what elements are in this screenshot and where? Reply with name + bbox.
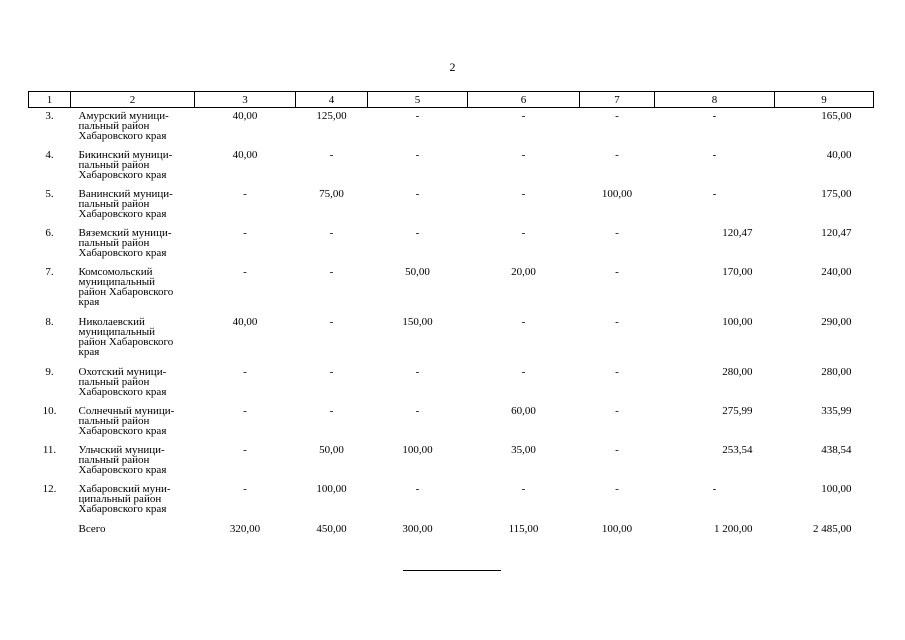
district-name-line: Хабаровского края bbox=[78, 502, 167, 515]
value-cell-c7: - bbox=[615, 482, 619, 495]
district-name-line: Хабаровского края bbox=[78, 463, 167, 476]
row-number: 9. bbox=[45, 365, 54, 378]
district-name-line: края bbox=[78, 295, 100, 308]
value-cell-c4: - bbox=[329, 226, 334, 239]
district-name-line: пальный район bbox=[78, 375, 150, 388]
value-cell-c9: 165,00 bbox=[821, 110, 852, 122]
header-row bbox=[29, 92, 874, 108]
value-cell-c8: 120,47 bbox=[722, 226, 753, 239]
value-cell-c8: - bbox=[712, 187, 717, 200]
row-number: 7. bbox=[45, 265, 54, 278]
value-cell-c4: 125,00 bbox=[316, 110, 347, 122]
header-cell-3: 3 bbox=[195, 92, 296, 108]
table-body bbox=[29, 108, 874, 520]
value-cell-c7: - bbox=[615, 148, 619, 161]
value-cell-c8: - bbox=[712, 148, 717, 161]
table-row bbox=[29, 314, 874, 364]
value-cell-c3: 40,00 bbox=[232, 315, 258, 328]
district-name-line: Амурский муници- bbox=[78, 110, 169, 122]
value-cell-c7: 100,00 bbox=[601, 187, 633, 200]
value-cell-c4: - bbox=[329, 265, 334, 278]
value-cell-c4: 50,00 bbox=[319, 443, 344, 456]
district-name bbox=[71, 442, 195, 481]
value-cell-c3: - bbox=[243, 443, 247, 456]
district-name-line: Хабаровского края bbox=[78, 130, 167, 142]
table-row bbox=[29, 186, 874, 225]
header-cell-9: 9 bbox=[775, 92, 874, 108]
value-cell-c3: - bbox=[243, 482, 247, 495]
value-cell-c6: - bbox=[521, 110, 526, 122]
value-cell-c7: - bbox=[615, 226, 619, 239]
total-c9: 2 485,00 bbox=[813, 522, 852, 535]
value-cell-c3: - bbox=[243, 265, 247, 278]
value-cell-c9: 120,47 bbox=[821, 226, 852, 239]
total-c6: 115,00 bbox=[508, 522, 539, 535]
row-number: 12. bbox=[42, 482, 57, 495]
bottom-rule bbox=[403, 570, 501, 571]
header-cell-2: 2 bbox=[71, 92, 195, 108]
value-cell-c5: 50,00 bbox=[405, 265, 430, 278]
value-cell-c7: - bbox=[615, 315, 619, 328]
value-cell-c3: 40,00 bbox=[232, 110, 258, 122]
district-name-line: пальный район bbox=[78, 120, 150, 132]
district-name-line: муниципальный bbox=[78, 325, 156, 338]
district-name-line: Вяземский муници- bbox=[78, 226, 172, 239]
district-name bbox=[71, 314, 195, 364]
district-name-line: пальный район bbox=[78, 236, 150, 249]
value-cell-c8: 100,00 bbox=[722, 315, 753, 328]
value-cell-c3: - bbox=[243, 187, 247, 200]
district-name-line: Комсомольский bbox=[78, 265, 153, 278]
table-row bbox=[29, 442, 874, 481]
district-name-line: пальный район bbox=[78, 197, 150, 210]
value-cell-c8: 253,54 bbox=[722, 443, 753, 456]
total-c3: 320,00 bbox=[229, 522, 261, 535]
value-cell-c6: - bbox=[521, 226, 526, 239]
header-cell-7: 7 bbox=[580, 92, 655, 108]
value-cell-c4: 100,00 bbox=[316, 482, 347, 495]
district-name-line: Хабаровского края bbox=[78, 385, 167, 398]
table-row bbox=[29, 481, 874, 520]
value-cell-c9: 335,99 bbox=[821, 404, 852, 417]
value-cell-c7: - bbox=[615, 365, 619, 378]
value-cell-c4: 75,00 bbox=[319, 187, 344, 200]
total-c7: 100,00 bbox=[601, 522, 633, 535]
value-cell-c6: - bbox=[521, 187, 526, 200]
value-cell-c4: - bbox=[329, 365, 334, 378]
row-number: 5. bbox=[45, 187, 54, 200]
district-name-line: муниципальный bbox=[78, 275, 156, 288]
value-cell-c7: - bbox=[615, 265, 619, 278]
value-cell-c7: - bbox=[615, 110, 619, 122]
value-cell-c5: - bbox=[415, 110, 420, 122]
value-cell-c9: 290,00 bbox=[821, 315, 852, 328]
total-label: Всего bbox=[78, 522, 106, 535]
district-name-line: район Хабаровского bbox=[78, 335, 174, 348]
district-name bbox=[71, 364, 195, 403]
value-cell-c9: 280,00 bbox=[821, 365, 852, 378]
value-cell-c8: 170,00 bbox=[722, 265, 753, 278]
value-cell-c5: - bbox=[415, 148, 420, 161]
value-cell-c5: 100,00 bbox=[402, 443, 433, 456]
row-number: 3. bbox=[45, 110, 54, 122]
district-name-line: Хабаровского края bbox=[78, 246, 167, 259]
table-row bbox=[29, 108, 874, 147]
row-number: 11. bbox=[42, 443, 57, 456]
district-name-line: Охотский муници- bbox=[78, 365, 167, 378]
row-number: 10. bbox=[42, 404, 57, 417]
value-cell-c8: - bbox=[712, 482, 717, 495]
value-cell-c6: 60,00 bbox=[511, 404, 536, 417]
value-cell-c6: 35,00 bbox=[511, 443, 536, 456]
value-cell-c4: - bbox=[329, 148, 334, 161]
value-cell-c3: - bbox=[243, 226, 247, 239]
header-cell-4: 4 bbox=[296, 92, 368, 108]
total-c4: 450,00 bbox=[316, 522, 347, 535]
value-cell-c7: - bbox=[615, 443, 619, 456]
value-cell-c4: - bbox=[329, 404, 334, 417]
header-cell-1: 1 bbox=[29, 92, 71, 108]
row-number: 6. bbox=[45, 226, 54, 239]
district-name bbox=[71, 108, 195, 147]
total-num-cell bbox=[29, 520, 71, 535]
value-cell-c5: - bbox=[415, 226, 420, 239]
district-name bbox=[71, 225, 195, 264]
value-cell-c8: 275,99 bbox=[722, 404, 753, 417]
district-name-line: пальный район bbox=[78, 453, 150, 466]
value-cell-c5: - bbox=[415, 187, 420, 200]
district-name-line: район Хабаровского bbox=[78, 285, 174, 298]
total-c8: 1 200,00 bbox=[714, 522, 753, 535]
value-cell-c6: - bbox=[521, 315, 526, 328]
page-number: 2 bbox=[449, 60, 456, 74]
district-name bbox=[71, 147, 195, 186]
district-name-line: пальный район bbox=[78, 158, 150, 171]
value-cell-c6: - bbox=[521, 365, 526, 378]
table-row bbox=[29, 225, 874, 264]
value-cell-c3: 40,00 bbox=[232, 148, 258, 161]
district-name bbox=[71, 186, 195, 225]
row-number: 8. bbox=[45, 315, 54, 328]
table-row bbox=[29, 147, 874, 186]
value-cell-c9: 240,00 bbox=[821, 265, 852, 278]
value-cell-c6: - bbox=[521, 148, 526, 161]
district-name-line: Хабаровского края bbox=[78, 168, 167, 181]
total-c5: 300,00 bbox=[402, 522, 433, 535]
district-name-line: Хабаровский муни- bbox=[78, 482, 171, 495]
value-cell-c5: - bbox=[415, 482, 420, 495]
value-cell-c5: - bbox=[415, 365, 420, 378]
value-cell-c7: - bbox=[615, 404, 619, 417]
district-name bbox=[71, 403, 195, 442]
header-cell-6: 6 bbox=[468, 92, 580, 108]
district-name-line: края bbox=[78, 345, 100, 358]
value-cell-c5: - bbox=[415, 404, 420, 417]
total-row bbox=[29, 520, 874, 535]
value-cell-c3: - bbox=[243, 404, 247, 417]
district-name-line: Николаевский bbox=[78, 315, 145, 328]
table-row bbox=[29, 403, 874, 442]
value-cell-c3: - bbox=[243, 365, 247, 378]
district-name-line: пальный район bbox=[78, 414, 150, 427]
value-cell-c5: 150,00 bbox=[402, 315, 433, 328]
district-name-line: Солнечный муници- bbox=[78, 404, 175, 417]
district-name-line: Хабаровского края bbox=[78, 207, 167, 220]
value-cell-c6: 20,00 bbox=[511, 265, 536, 278]
row-number: 4. bbox=[45, 148, 54, 161]
value-cell-c9: 40,00 bbox=[826, 148, 852, 161]
value-cell-c9: 438,54 bbox=[821, 443, 852, 456]
district-name-line: Бикинский муници- bbox=[78, 148, 173, 161]
value-cell-c8: - bbox=[712, 110, 717, 122]
value-cell-c9: 175,00 bbox=[821, 187, 852, 200]
header-cell-5: 5 bbox=[368, 92, 468, 108]
district-name-line: Хабаровского края bbox=[78, 424, 167, 437]
allocation-table bbox=[28, 91, 874, 535]
table-row bbox=[29, 364, 874, 403]
district-name bbox=[71, 264, 195, 314]
value-cell-c4: - bbox=[329, 315, 334, 328]
district-name-line: Ванинский муници- bbox=[78, 187, 173, 200]
value-cell-c9: 100,00 bbox=[821, 482, 852, 495]
district-name-line: Ульчский муници- bbox=[78, 443, 165, 456]
value-cell-c8: 280,00 bbox=[722, 365, 753, 378]
district-name bbox=[71, 481, 195, 520]
value-cell-c6: - bbox=[521, 482, 526, 495]
district-name-line: ципальный район bbox=[78, 492, 162, 505]
header-cell-8: 8 bbox=[655, 92, 775, 108]
table-row bbox=[29, 264, 874, 314]
